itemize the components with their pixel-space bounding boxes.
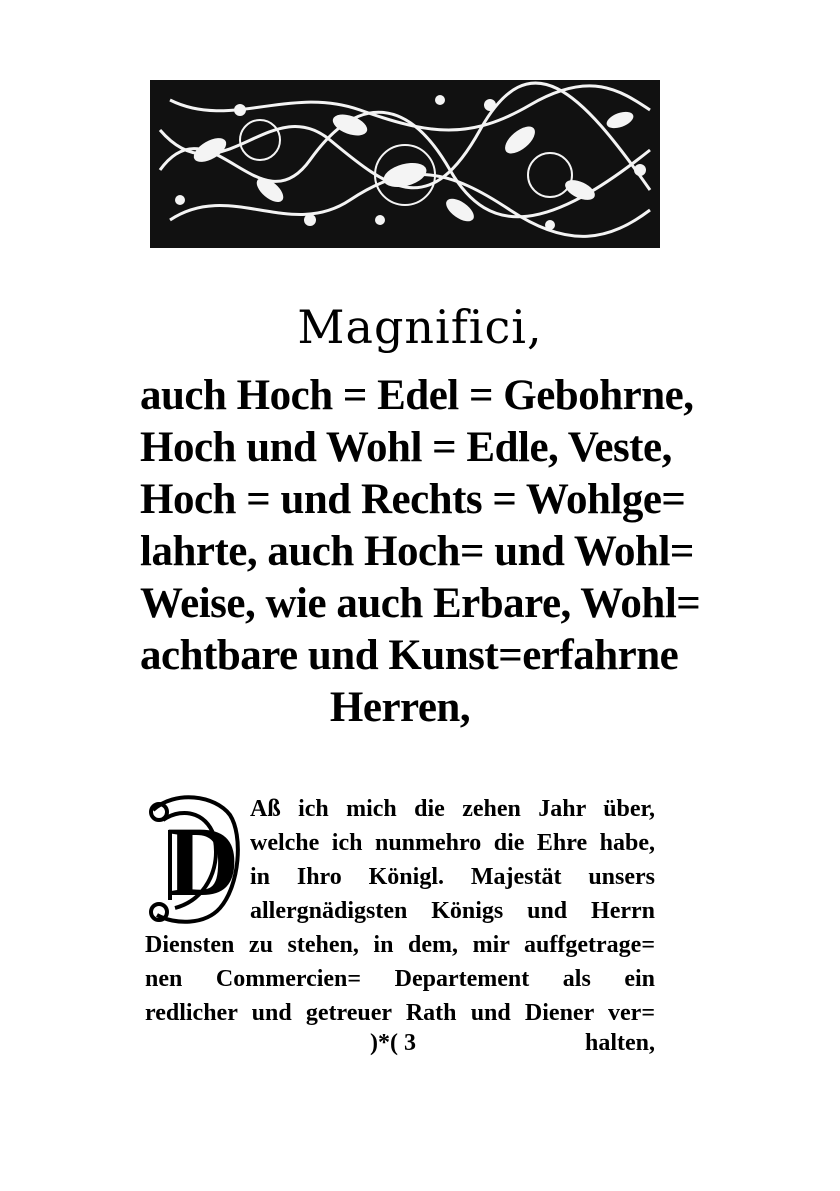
address-heading bbox=[140, 370, 701, 734]
body-line: Aß ich mich die zehen Jahr über, bbox=[250, 796, 655, 822]
body-line: in Ihro Königl. Majestät unsers bbox=[250, 864, 655, 890]
initial-letter: D bbox=[167, 806, 240, 917]
body-line: allergnädigsten Königs und Herrn bbox=[250, 898, 655, 924]
heading-line: Hoch und Wohl = Edle, Veste, bbox=[140, 424, 672, 471]
heading-line: Herren, bbox=[329, 684, 471, 731]
heading-line: Weise, wie auch Erbare, Wohl= bbox=[140, 580, 701, 627]
signature-mark: )*( 3 bbox=[370, 1030, 416, 1056]
body-line: redlicher und getreuer Rath und Diener ver= bbox=[145, 1000, 655, 1026]
catchword: halten, bbox=[584, 1030, 655, 1056]
heading-line: auch Hoch = Edel = Gebohrne, bbox=[140, 372, 694, 419]
floral-ornament-headpiece bbox=[150, 80, 660, 248]
floral-ornament-graphic bbox=[150, 80, 660, 248]
body-paragraph bbox=[145, 792, 655, 1030]
heading-line: Hoch = und Rechts = Wohlge= bbox=[140, 476, 686, 523]
body-line: nen Commercien= Departement als ein bbox=[145, 966, 655, 992]
document-title: Magnifici, bbox=[297, 300, 543, 354]
heading-line: achtbare und Kunst=erfahrne bbox=[140, 632, 679, 679]
body-line: welche ich nunmehro die Ehre habe, bbox=[250, 830, 655, 856]
heading-line: lahrte, auch Hoch= und Wohl= bbox=[140, 528, 694, 575]
body-line: Diensten zu stehen, in dem, mir auffgetrage= bbox=[145, 932, 655, 958]
